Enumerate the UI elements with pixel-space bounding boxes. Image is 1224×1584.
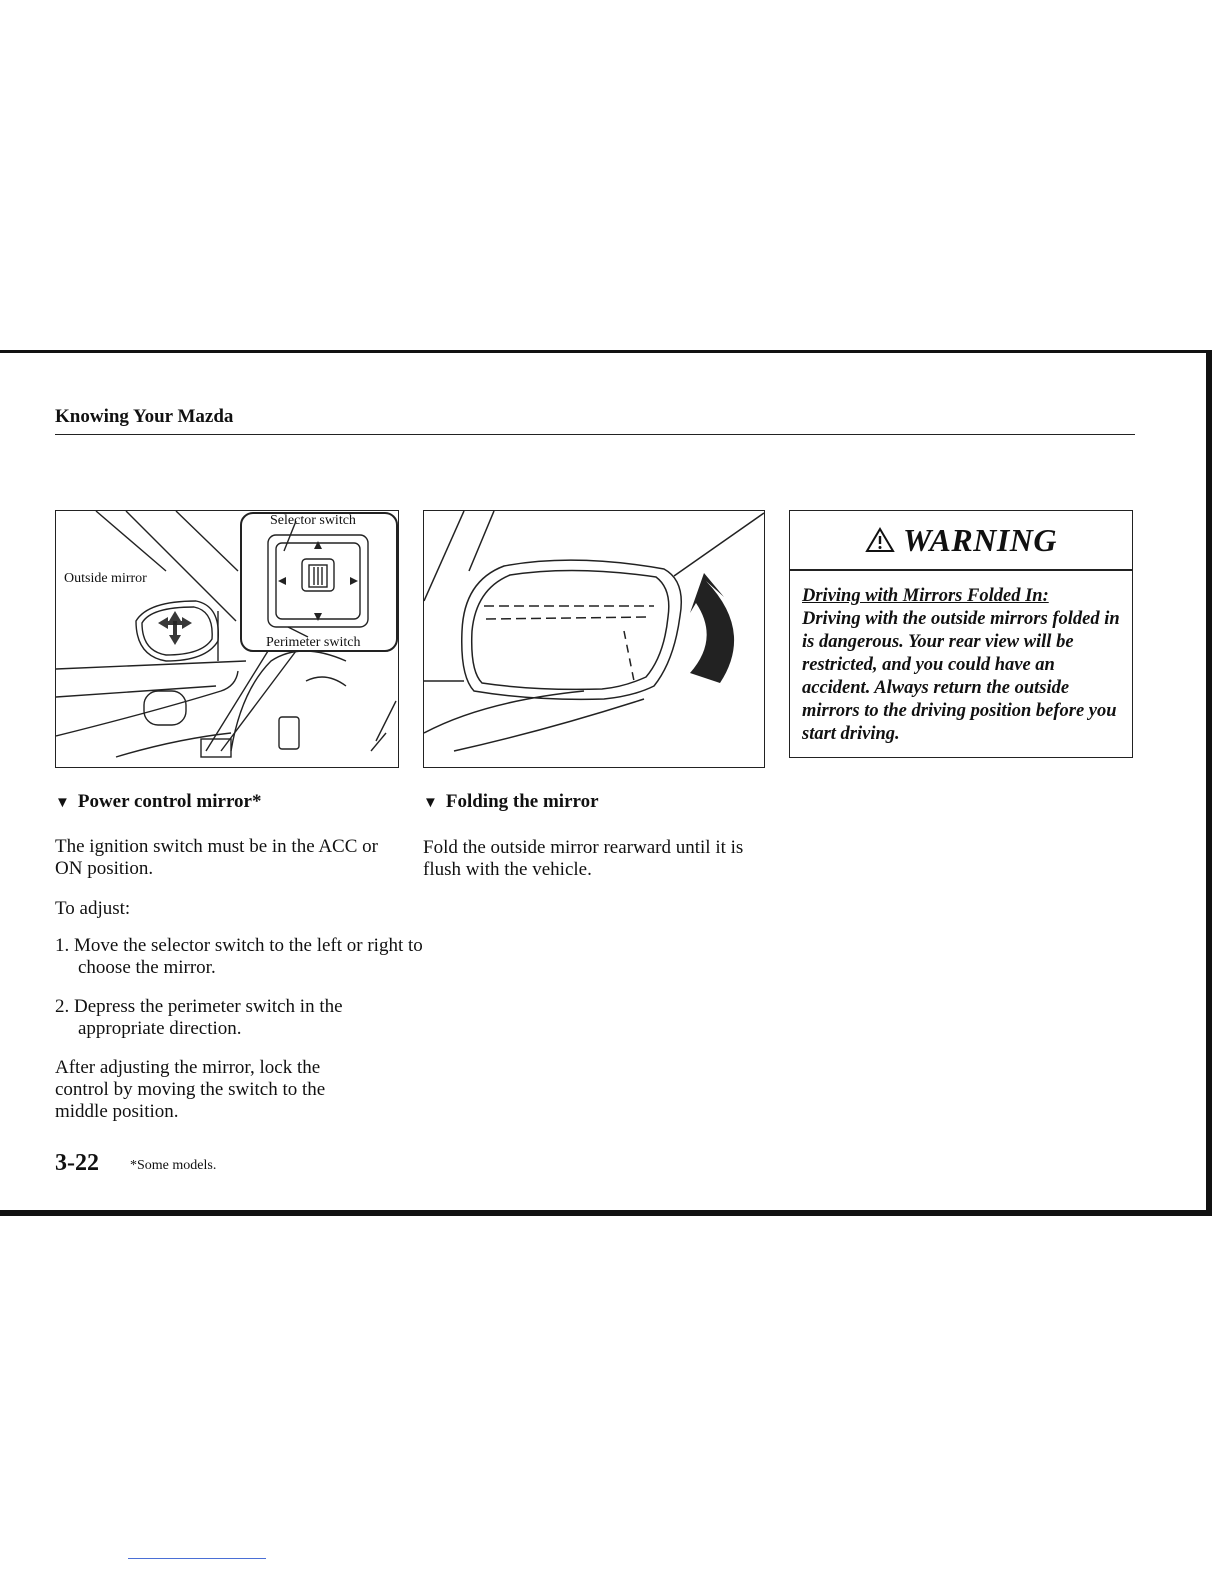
section-header: Knowing Your Mazda [55, 406, 234, 427]
outside-mirror-label: Outside mirror [64, 571, 147, 586]
warning-body [790, 571, 1132, 746]
page-border-top [0, 350, 1212, 353]
warning-text: Driving with the outside mirrors folded in is dangerous. Your rear view will be restricted, and you could have an accident. Always return the outside mirrors to the driving position before you start driving. [802, 609, 1120, 744]
warning-subtitle: Driving with Mirrors Folded In: [802, 586, 1049, 606]
warning-box [789, 510, 1133, 758]
bottom-link-line [128, 1558, 266, 1559]
adjust-step-1: 1. Move the selector switch to the left or right to choose the mirror. [55, 935, 423, 978]
perimeter-switch-label: Perimeter switch [266, 635, 361, 650]
triangle-bullet-icon: ▼ [423, 795, 438, 811]
folding-mirror-illustration [423, 510, 765, 768]
power-mirror-illustration [55, 510, 399, 768]
warning-title: WARNING [902, 521, 1058, 558]
power-mirror-heading [55, 791, 261, 813]
page-number: 3-22 [55, 1150, 99, 1176]
to-adjust-label: To adjust: [55, 898, 131, 919]
adjust-step-2: 2. Depress the perimeter switch in the appropriate direction. [55, 996, 343, 1039]
power-mirror-heading-text: Power control mirror* [77, 791, 262, 812]
ignition-paragraph: The ignition switch must be in the ACC or ON position. [55, 836, 378, 879]
footnote: *Some models. [130, 1158, 217, 1173]
folding-mirror-heading [423, 791, 599, 813]
warning-triangle-icon [865, 527, 895, 553]
warning-header [790, 511, 1132, 571]
folding-paragraph: Fold the outside mirror rearward until it is flush with the vehicle. [423, 837, 744, 880]
page-border-right [1206, 350, 1212, 1216]
page-border-bottom [0, 1210, 1212, 1216]
triangle-bullet-icon: ▼ [55, 795, 70, 811]
header-rule [55, 434, 1135, 435]
selector-switch-label: Selector switch [270, 513, 356, 528]
after-adjust-paragraph: After adjusting the mirror, lock the control by moving the switch to the middle position. [55, 1057, 326, 1122]
folding-mirror-heading-text: Folding the mirror [445, 791, 599, 812]
mirror-drawing [424, 511, 764, 767]
